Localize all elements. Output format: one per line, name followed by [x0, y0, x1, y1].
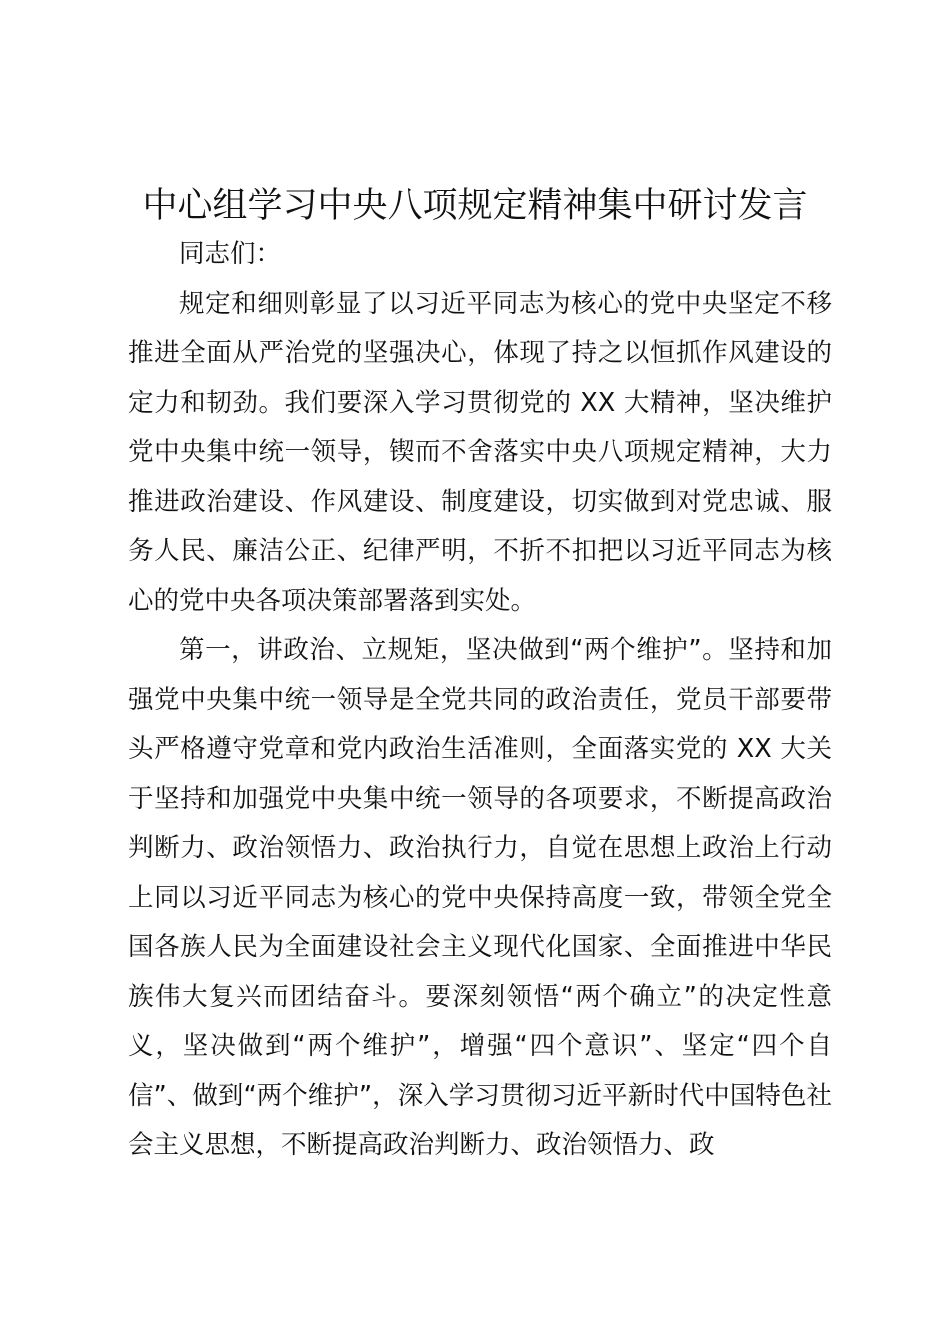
document-title: 中心组学习中央八项规定精神集中研讨发言 [142, 186, 808, 226]
salutation: 同志们： [179, 239, 282, 269]
paragraph-point-one: 第一，讲政治、立规矩，坚决做到“两个维护”。坚持和加强党中央集中统一领导是全党共同的政治责任，党员干部要带头严格遵守党章和党内政治生活准则，全面落实党的 XX 大关于坚持和加强党中央集中统一领导的各项要求，不断提高政治判断力、政治领悟力、政治执行力，自觉在思想上政治上行动上同以习近平同志为核心的党中央保持高度一致，带领全党全国各族人民为全面建设社会主义现代化国家、全面推进中华民族伟大复兴而团结奋斗。要深刻领悟“两个确立”的决定性意义，坚决做到“两个维护”，增强“四个意识”、坚定“四个自信”、做到“两个维护”，深入学习贯彻习近平新时代中国特色社会主义思想，不断提高政治判断力、政治领悟力、政 [128, 635, 832, 1160]
paragraph-intro: 规定和细则彰显了以习近平同志为核心的党中央坚定不移推进全面从严治党的坚强决心，体现了持之以恒抓作风建设的定力和韧劲。我们要深入学习贯彻党的 XX 大精神，坚决维护党中央集中统一领导，锲而不舍落实中央八项规定精神，大力推进政治建设、作风建设、制度建设，切实做到对党忠诚、服务人民、廉洁公正、纪律严明，不折不扣把以习近平同志为核心的党中央各项决策部署落到实处。 [128, 288, 832, 616]
document-body [128, 230, 832, 1171]
